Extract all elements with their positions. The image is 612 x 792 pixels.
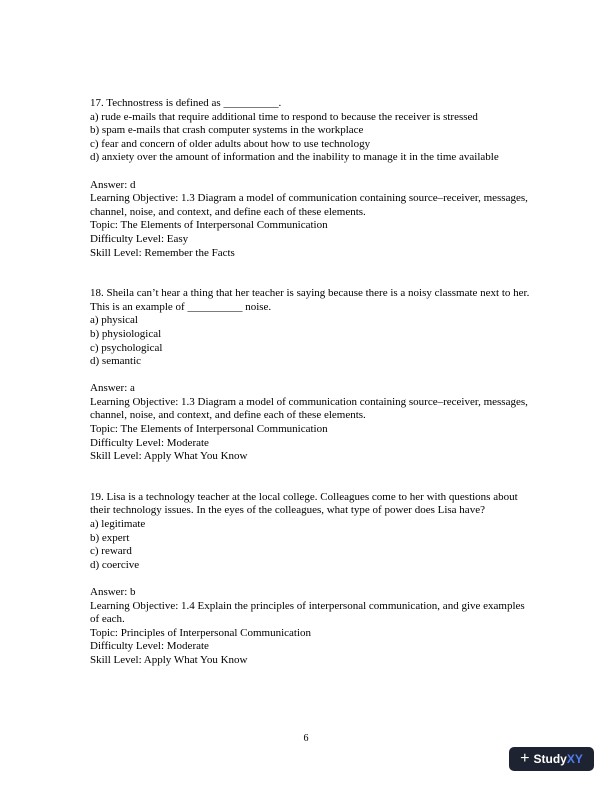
answer-key: Answer: d [90,178,136,191]
answer-option: c) fear and concern of older adults about how to use technology [90,137,371,150]
brand-study: Study [533,752,567,766]
answer-option: a) rude e-mails that require additional time to respond to because the receiver is stressed [90,110,478,123]
studyxy-watermark-badge[interactable] [509,747,594,771]
brand-xy: XY [566,752,583,766]
skill-level: Skill Level: Apply What You Know [90,450,248,463]
question-stem: 18. Sheila can’t hear a thing that her teacher is saying because there is a noisy classmate next to her. This is an example of __________ noise. [90,287,530,313]
answer-option: b) physiological [90,327,162,340]
topic: Topic: The Elements of Interpersonal Communication [90,219,328,232]
question-stem: 19. Lisa is a technology teacher at the local college. Colleagues come to her with questions about their technology issues. In the eyes of the colleagues, what type of power does Lisa have? [90,490,518,517]
skill-level: Skill Level: Remember the Facts [90,246,235,259]
difficulty-level: Difficulty Level: Moderate [90,436,209,449]
plus-icon: + [520,750,530,767]
learning-objective: Learning Objective: 1.3 Diagram a model of communication containing source–receiver, messages, channel, noise, and context, and define each of these elements. [90,192,528,218]
answer-option: a) physical [90,314,138,327]
answer-option: d) anxiety over the amount of information and the inability to manage it in the time available [90,151,499,164]
answer-option: b) expert [90,531,130,544]
answer-key: Answer: b [90,586,136,598]
question-block [90,287,530,464]
learning-objective: Learning Objective: 1.3 Diagram a model of communication containing source–receiver, messages, channel, noise, and context, and define each of these elements. [90,395,528,422]
answer-option: b) spam e-mails that crash computer systems in the workplace [90,124,364,137]
brand-logo-text [533,752,582,766]
topic: Topic: The Elements of Interpersonal Communication [90,423,328,436]
answer-option: a) legitimate [90,518,146,531]
difficulty-level: Difficulty Level: Easy [90,232,189,245]
topic: Topic: Principles of Interpersonal Communication [90,626,312,639]
answer-option: d) coercive [90,558,140,571]
answer-option: d) semantic [90,355,142,368]
skill-level: Skill Level: Apply What You Know [90,653,248,666]
difficulty-level: Difficulty Level: Moderate [90,640,209,653]
page-content [90,97,530,668]
question-block [90,491,530,668]
answer-option: c) psychological [90,341,163,354]
answer-key: Answer: a [90,382,135,395]
page-number: 6 [303,733,309,744]
question-block [90,97,530,260]
question-stem: 17. Technostress is defined as __________. [90,97,282,109]
answer-option: c) reward [90,545,132,558]
learning-objective: Learning Objective: 1.4 Explain the principles of interpersonal communication, and give examples of each. [90,599,525,626]
